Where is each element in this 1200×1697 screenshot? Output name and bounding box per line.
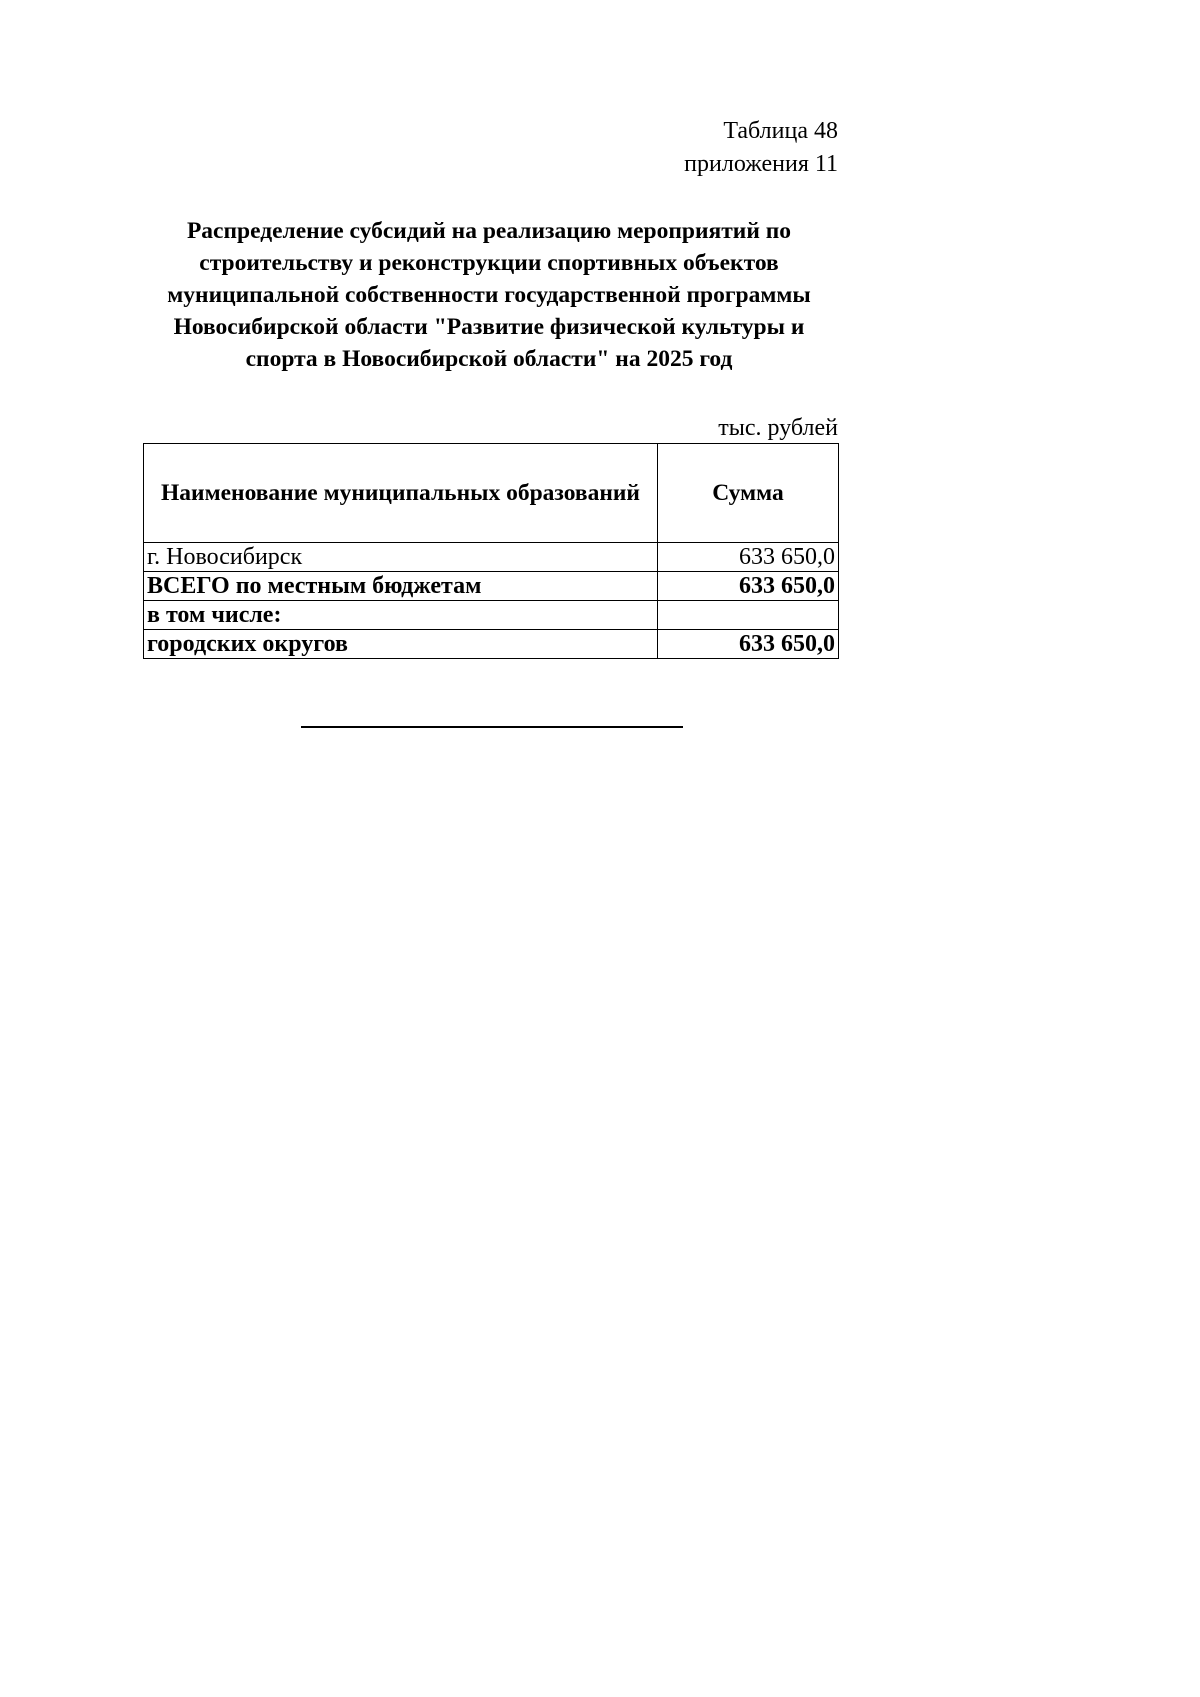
table-number: Таблица 48 (723, 118, 838, 144)
units-label: тыс. рублей (718, 415, 838, 441)
table-row (144, 543, 839, 572)
title-line: Новосибирской области "Развитие физической культуры и (173, 314, 805, 340)
row-amount: 633 650,0 (658, 572, 839, 601)
title-line: строительству и реконструкции спортивных объектов (199, 250, 779, 276)
title-line: спорта в Новосибирской области" на 2025 год (245, 346, 733, 372)
appendix-reference: приложения 11 (684, 151, 838, 177)
row-name: г. Новосибирск (144, 543, 658, 572)
row-name: в том числе: (144, 601, 658, 630)
row-amount: 633 650,0 (658, 630, 839, 659)
table-row (144, 630, 839, 659)
row-amount: 633 650,0 (658, 543, 839, 572)
table-row (144, 572, 839, 601)
title-line: муниципальной собственности государственной программы (167, 282, 811, 308)
subsidy-table (143, 443, 839, 659)
footer-divider (301, 726, 683, 728)
title-line: Распределение субсидий на реализацию мероприятий по (186, 218, 792, 244)
row-name: городских округов (144, 630, 658, 659)
column-header-name: Наименование муниципальных образований (144, 444, 658, 543)
table-row (144, 601, 839, 630)
document-title (144, 215, 834, 375)
column-header-amount: Сумма (658, 444, 839, 543)
table-header-row (144, 444, 839, 543)
row-amount (658, 601, 839, 630)
row-name: ВСЕГО по местным бюджетам (144, 572, 658, 601)
